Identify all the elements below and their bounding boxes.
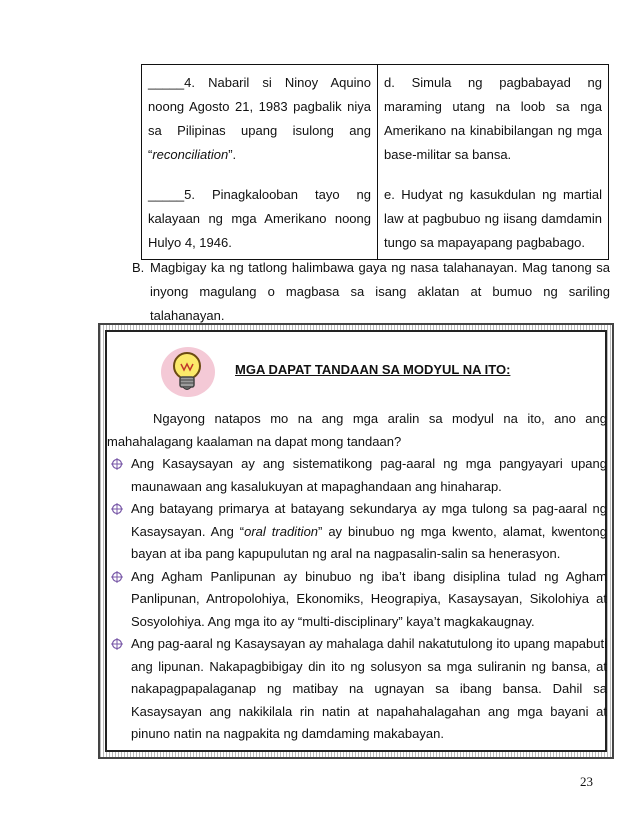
section-b bbox=[132, 256, 610, 328]
crosshair-bullet-icon bbox=[111, 503, 123, 515]
lightbulb-icon bbox=[159, 344, 217, 400]
section-b-letter: B. bbox=[132, 260, 145, 275]
reminder-list bbox=[107, 453, 607, 746]
reminder-box bbox=[98, 323, 614, 759]
item-4-text: _____4. Nabaril si Ninoy Aquino noong Agosto 21, 1983 pagbalik niya sa Pilipinas upang isulong ang bbox=[148, 75, 371, 138]
table-cell-left bbox=[142, 65, 378, 260]
choice-d: d. Simula ng pagbabayad ng maraming utang na loob sa nga Amerikano na kinabibilangan ng mga base-militar sa bansa. bbox=[384, 75, 602, 162]
item-5: _____5. Pinagkalooban tayo ng kalayaan ng mga Amerikano noong Hulyo 4, 1946. bbox=[148, 187, 371, 250]
choice-e: e. Hudyat ng kasukdulan ng martial law at pagbubuo ng iisang damdamin tungo sa mapayapang pagbabago. bbox=[384, 187, 602, 250]
bullet-2-italic: oral tradition bbox=[244, 523, 319, 539]
item-4-end: ”. bbox=[228, 147, 237, 162]
crosshair-bullet-icon bbox=[111, 458, 123, 470]
item-4 bbox=[148, 71, 371, 167]
bullet-2-after: ” ay binubuo ng mga kwento, alamat, kwentong bayan at iba pang kapupulutan ng aral na nagpasalin-salin sa henerasyon. bbox=[131, 523, 607, 561]
bullet-1-text: Ang Kasaysayan ay ang sistematikong pag-aaral ng mga pangyayari upang maunawaan ang kasalukuyan at mapaghandaan ang hinaharap. bbox=[131, 456, 607, 494]
list-item bbox=[107, 566, 607, 634]
list-item bbox=[107, 633, 607, 746]
bullet-4-text: Ang pag-aaral ng Kasaysayan ay mahalaga dahil nakatutulong ito upang mapabuti ang lipunan. Nakapagbibigay din ito ng solusyon sa mga suliranin ng bansa, at nakapagpapalaganap ng matibay na ugnayan sa ibang bansa. Dahil sa Kasaysayan ang nakikilala rin natin at napahahalagahan ang mga bayani at pinuno natin na nagpakita ng damdaming makabayan. bbox=[131, 636, 607, 741]
reminder-intro: Ngayong natapos mo na ang mga aralin sa modyul na ito, ano ang mahahalagang kaalaman na dapat mong tandaan? bbox=[107, 411, 607, 449]
bullet-3-text: Ang Agham Panlipunan ay binubuo ng iba’t ibang disiplina tulad ng Agham Panlipunan, Antropolohiya, Ekonomiks, Heograpiya, Kasaysayan, Sikolohiya at Sosyolohiya. Ang mga ito ay “multi-disciplinary” kaya’t magkakaugnay. bbox=[131, 568, 607, 629]
matching-table bbox=[141, 64, 609, 260]
item-4-italic: reconciliation bbox=[152, 147, 229, 162]
crosshair-bullet-icon bbox=[111, 571, 123, 583]
quote-open: “ bbox=[148, 147, 153, 162]
bullet-2-text: Ang batayang primarya at batayang sekundarya ay mga tulong sa pag-aaral ng Kasaysayan. Ang “ bbox=[131, 501, 607, 539]
list-item bbox=[107, 498, 607, 566]
section-b-text: Magbigay ka ng tatlong halimbawa gaya ng nasa talahanayan. Mag tanong sa inyong magulang o magbasa sa isang aklatan at bumuo ng sariling talahanayan. bbox=[150, 260, 610, 323]
list-item bbox=[107, 453, 607, 498]
table-cell-right bbox=[378, 65, 609, 260]
table-row bbox=[142, 65, 609, 260]
reminder-box-inner bbox=[105, 330, 607, 752]
page-number: 23 bbox=[580, 774, 593, 789]
reminder-body bbox=[107, 408, 607, 746]
crosshair-bullet-icon bbox=[111, 638, 123, 650]
reminder-title: MGA DAPAT TANDAAN SA MODYUL NA ITO: bbox=[235, 362, 511, 377]
